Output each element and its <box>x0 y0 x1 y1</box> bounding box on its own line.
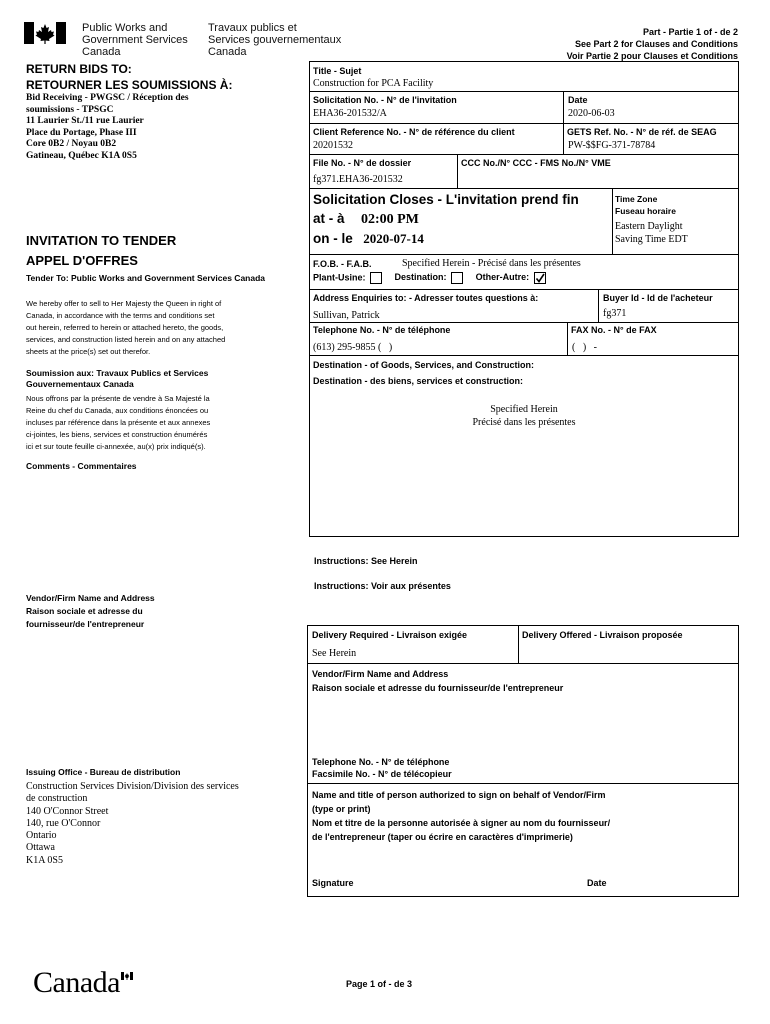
solicitation-number-label: Solicitation No. - N° de l'invitation <box>313 95 457 105</box>
authorized-person-line: Nom et titre de la personne autorisée à signer au nom du fournisseur/ <box>312 818 611 828</box>
other-autre-label: Other-Autre: <box>475 272 530 283</box>
delivery-offered-label[interactable]: Delivery Offered - Livraison proposée <box>522 630 683 640</box>
invitation-title <box>26 231 176 271</box>
vendor-name-field[interactable] <box>309 697 737 752</box>
soumission-aux: Soumission aux: Travaux Publics et Services Gouvernementaux Canada <box>26 368 209 389</box>
time-zone-label <box>615 193 676 217</box>
part-number: Part - Partie 1 of - de 2 <box>642 27 738 37</box>
ccc-number-label: CCC No./N° CCC - FMS No./N° VME <box>461 158 611 168</box>
address-line: Place du Portage, Phase III <box>26 127 137 138</box>
telephone-value[interactable]: (613) 295-9855 ( ) <box>313 342 393 353</box>
return-bids-title-en: RETURN BIDS TO: <box>26 62 132 76</box>
title-label: Title - Sujet <box>313 66 362 76</box>
issuing-address-line: de construction <box>26 793 88 805</box>
closing-date <box>313 230 424 248</box>
department-line: Public Works and <box>82 22 168 34</box>
issuing-address-line: K1A 0S5 <box>26 854 63 866</box>
telephone-label: Telephone No. - N° de téléphone <box>313 325 451 335</box>
wordmark-flag-icon <box>121 967 133 975</box>
authorized-person-label <box>312 788 610 844</box>
address-line: Core 0B2 / Noyau 0B2 <box>26 139 117 149</box>
time-zone-label-en: Time Zone <box>615 194 658 204</box>
authorized-person-line: Name and title of person authorized to sign on behalf of Vendor/Firm <box>312 790 606 800</box>
checkmark-icon <box>534 272 546 284</box>
date-label: Date <box>568 95 588 105</box>
vendor-label-line: Raison sociale et adresse du <box>26 606 143 616</box>
issuing-address-line: Construction Services Division/Division des services <box>26 781 239 792</box>
on-label: on - le <box>313 231 353 246</box>
soumission-text-line: Nous offrons par la présente de vendre à Sa Majesté la <box>26 394 210 403</box>
issuing-address-line: 140, rue O'Connor <box>26 817 101 829</box>
vendor-label-line: fournisseur/de l'entrepreneur <box>26 619 145 629</box>
see-part-fr: Voir Partie 2 pour Clauses et Conditions <box>566 51 738 61</box>
plant-usine-label: Plant-Usine: <box>313 272 366 283</box>
canada-wordmark <box>33 966 120 1000</box>
address-enquiries-value[interactable]: Sullivan, Patrick <box>313 310 380 321</box>
time-zone-value-line: Eastern Daylight <box>615 221 683 232</box>
solicitation-closes-title: Solicitation Closes - L'invitation prend fin <box>313 192 579 207</box>
destination-value-line: Précisé dans les présentes <box>472 417 576 428</box>
soumission-text-line: ci-jointes, les biens, services et construction énumérés <box>26 430 208 439</box>
client-reference-label: Client Reference No. - N° de référence du client <box>313 127 515 137</box>
closing-date-value[interactable]: 2020-07-14 <box>363 231 424 246</box>
fax-value[interactable]: ( ) - <box>572 342 597 353</box>
fob-value: Specified Herein - Précisé dans les présentes <box>402 258 581 269</box>
signature-label[interactable]: Signature <box>312 878 354 888</box>
department-name-en <box>82 22 188 58</box>
soumission-text-line: ici et sur toute feuille ci-annexée, au(x) prix indiqué(s). <box>26 442 206 451</box>
invitation-title-en: INVITATION TO TENDER <box>26 233 177 248</box>
destination-checkbox[interactable] <box>451 272 463 284</box>
soumission-text <box>26 393 286 453</box>
vendor-telephone-label: Telephone No. - N° de téléphone <box>312 757 450 767</box>
delivery-required-value: See Herein <box>312 648 357 659</box>
department-line: Government Services <box>82 34 188 46</box>
issuing-address-line: Ottawa <box>26 842 55 854</box>
vendor-name-label-fr: Raison sociale et adresse du fournisseur/de l'entrepreneur <box>312 683 564 693</box>
canada-flag-icon <box>24 22 66 44</box>
vendor-label-left <box>26 592 155 631</box>
file-number-value[interactable]: fg371.EHA36-201532 <box>313 174 403 185</box>
gets-reference-label: GETS Ref. No. - N° de réf. de SEAG <box>567 127 717 137</box>
return-address <box>26 93 189 162</box>
return-bids-title-fr: RETOURNER LES SOUMISSIONS À: <box>26 78 233 92</box>
solicitation-number-value[interactable]: EHA36-201532/A <box>313 108 387 119</box>
buyer-id-label: Buyer Id - Id de l'acheteur <box>603 293 713 303</box>
tender-text-line: sheets at the price(s) set out therefor. <box>26 347 151 356</box>
time-zone-value[interactable] <box>615 220 688 246</box>
authorized-person-line: (type or print) <box>312 804 371 814</box>
issuing-address-line: 140 O'Connor Street <box>26 805 109 817</box>
fax-label: FAX No. - N° de FAX <box>571 325 657 335</box>
destination-value-line: Specified Herein <box>490 404 558 415</box>
destination-label: Destination: <box>394 272 447 283</box>
gets-reference-value[interactable]: PW-$$FG-371-78784 <box>568 140 656 151</box>
authorized-person-line: de l'entrepreneur (taper ou écrire en caractères d'imprimerie) <box>312 832 573 842</box>
tender-text <box>26 298 286 358</box>
page-number: Page 1 of - de 3 <box>346 979 413 989</box>
comments-label: Comments - Commentaires <box>26 461 137 471</box>
file-number-label: File No. - N° de dossier <box>313 158 412 168</box>
instructions-en: Instructions: See Herein <box>314 556 418 566</box>
vendor-label-line: Vendor/Firm Name and Address <box>26 593 155 603</box>
fob-label: F.O.B. - F.A.B. <box>313 259 372 269</box>
address-line: Bid Receiving - PWGSC / Réception des <box>26 93 189 103</box>
buyer-id-value[interactable]: fg371 <box>603 308 627 319</box>
soumission-text-line: Reine du chef du Canada, aux conditions énoncées ou <box>26 406 209 415</box>
time-zone-label-fr: Fuseau horaire <box>615 206 676 216</box>
canada-wordmark-text: Canada <box>33 966 120 999</box>
issuing-address-line: Ontario <box>26 830 57 842</box>
address-enquiries-label: Address Enquiries to: - Adresser toutes questions à: <box>313 293 539 303</box>
at-label: at - à <box>313 211 345 226</box>
part-info <box>567 26 738 62</box>
delivery-required-label: Delivery Required - Livraison exigée <box>312 630 468 640</box>
address-line: soumissions - TPSGC <box>26 104 114 115</box>
department-line: Travaux publics et <box>208 22 297 34</box>
date-value[interactable]: 2020-06-03 <box>568 108 615 119</box>
invitation-title-fr: APPEL D'OFFRES <box>26 253 138 268</box>
closing-time-value[interactable]: 02:00 PM <box>360 212 419 227</box>
vendor-facsimile-label: Facsimile No. - N° de télécopieur <box>312 769 452 779</box>
instructions-fr: Instructions: Voir aux présentes <box>314 581 451 591</box>
destination-label-fr: Destination - des biens, services et construction: <box>313 376 524 386</box>
vendor-phone-label <box>312 756 452 780</box>
tender-text-line: out herein, referred to herein or attached hereto, the goods, <box>26 323 224 332</box>
issuing-office-label: Issuing Office - Bureau de distribution <box>26 767 181 777</box>
closing-time <box>313 210 419 228</box>
fob-checkboxes <box>313 272 546 284</box>
destination-label-en: Destination - of Goods, Services, and Construction: <box>313 360 535 370</box>
time-zone-value-line: Saving Time EDT <box>615 234 688 245</box>
see-part-en: See Part 2 for Clauses and Conditions <box>574 39 738 49</box>
plant-usine-checkbox[interactable] <box>370 272 382 284</box>
vendor-name-label-en: Vendor/Firm Name and Address <box>312 669 449 679</box>
return-bids-title <box>26 61 232 93</box>
signature-date-label[interactable]: Date <box>587 878 607 888</box>
destination-value[interactable] <box>309 403 739 429</box>
other-autre-checkbox[interactable] <box>534 272 546 284</box>
tender-text-line: We hereby offer to sell to Her Majesty the Queen in right of <box>26 299 222 308</box>
vendor-name-label <box>312 667 563 695</box>
department-line: Canada <box>82 46 121 58</box>
soumission-text-line: incluses par référence dans la présente et aux annexes <box>26 418 211 427</box>
issuing-office-address <box>26 781 239 867</box>
title-value[interactable]: Construction for PCA Facility <box>313 78 434 89</box>
address-line: Gatineau, Québec K1A 0S5 <box>26 150 137 161</box>
address-line: 11 Laurier St./11 rue Laurier <box>26 116 144 126</box>
department-line: Canada <box>208 46 247 58</box>
tender-to: Tender To: Public Works and Government Services Canada <box>26 273 266 283</box>
department-line: Services gouvernementaux <box>208 34 342 46</box>
tender-text-line: Canada, in accordance with the terms and conditions set <box>26 311 215 320</box>
tender-text-line: services, and construction listed herein and on any attached <box>26 335 226 344</box>
client-reference-value[interactable]: 20201532 <box>313 140 353 151</box>
department-name-fr <box>208 22 341 58</box>
